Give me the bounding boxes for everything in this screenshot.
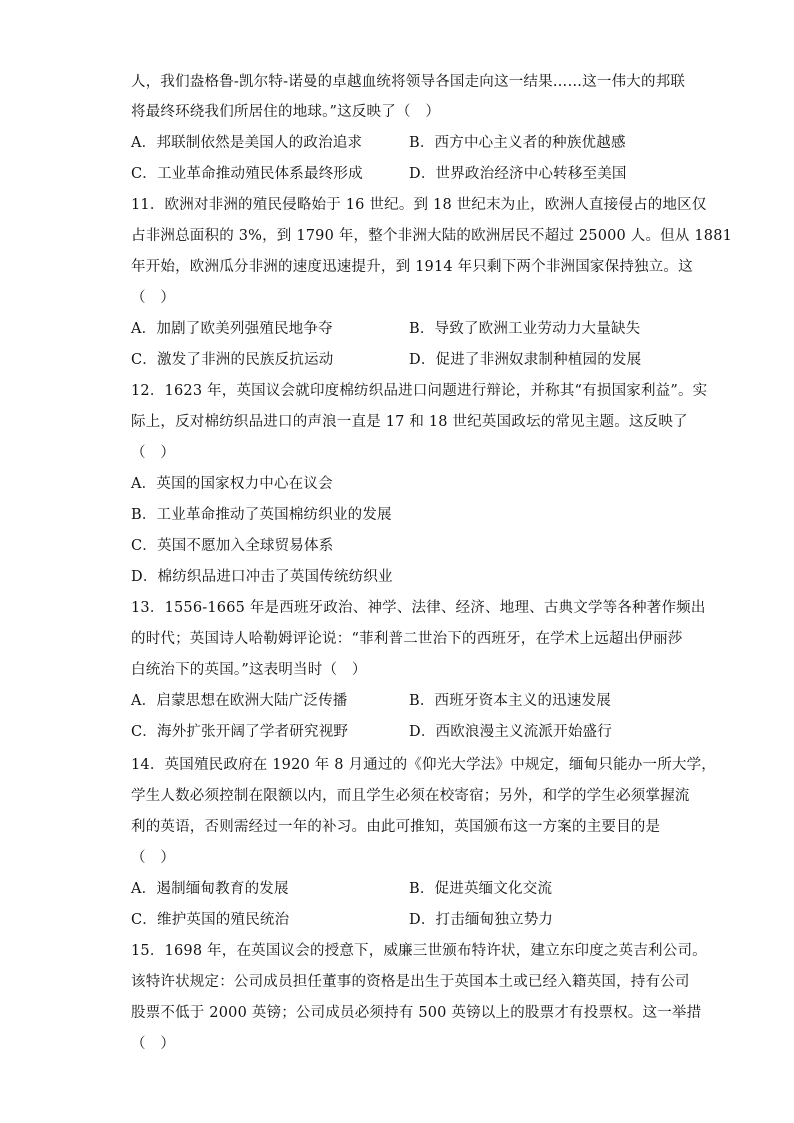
q11-text-line-3: 年开始，欧洲瓜分非洲的速度迅速提升，到 1914 年只剩下两个非洲国家保持独立。这	[131, 259, 693, 275]
q11-answer-blank: （ ）	[131, 290, 176, 306]
q10-option-a[interactable]: A．邦联制依然是美国人的政治追求	[131, 135, 363, 151]
q13-option-b[interactable]: B．西班牙资本主义的迅速发展	[409, 693, 611, 709]
q13-text-line-3: 白统治下的英国。”这表明当时（ ）	[131, 662, 367, 678]
q14-option-a[interactable]: A．遏制缅甸教育的发展	[131, 881, 289, 897]
q15-answer-blank: （ ）	[131, 1036, 176, 1052]
q14-answer-blank: （ ）	[131, 850, 176, 866]
q12-text-line-2: 际上，反对棉纺织品进口的声浪一直是 17 和 18 世纪英国政坛的常见主题。这反映了	[131, 414, 688, 430]
q14-text-line-1: 14．英国殖民政府在 1920 年 8 月通过的《仰光大学法》中规定，缅甸只能办一所大学，	[131, 757, 717, 773]
q12-option-c[interactable]: C．英国不愿加入全球贸易体系	[131, 538, 334, 554]
q13-option-d[interactable]: D．西欧浪漫主义流派开始盛行	[409, 724, 612, 740]
q10-option-b[interactable]: B．西方中心主义者的种族优越感	[409, 135, 626, 151]
q13-text-line-1: 13．1556-1665 年是西班牙政治、神学、法律、经济、地理、古典文学等各种著作频出	[131, 600, 706, 616]
q12-option-b[interactable]: B．工业革命推动了英国棉纺织业的发展	[131, 507, 392, 523]
q14-option-d[interactable]: D．打击缅甸独立势力	[409, 912, 554, 928]
q12-answer-blank: （ ）	[131, 445, 176, 461]
q14-text-line-2: 学生人数必须控制在限额以内，而且学生必须在校寄宿；另外，和学的学生必须掌握流	[131, 788, 690, 804]
q11-option-a[interactable]: A．加剧了欧美列强殖民地争夺	[131, 321, 333, 337]
q10-text-line-2: 将最终环绕我们所居住的地球。”这反映了（ ）	[131, 104, 441, 120]
q11-option-d[interactable]: D．促进了非洲奴隶制种植园的发展	[409, 352, 642, 368]
q12-option-d[interactable]: D．棉纺织品进口冲击了英国传统纺织业	[131, 569, 393, 585]
q13-option-c[interactable]: C．海外扩张开阔了学者研究视野	[131, 724, 349, 740]
q15-text-line-1: 15．1698 年，在英国议会的授意下，威廉三世颁布特许状，建立东印度之英吉利公司。	[131, 943, 707, 959]
q14-option-b[interactable]: B．促进英缅文化交流	[409, 881, 553, 897]
q12-option-a[interactable]: A．英国的国家权力中心在议会	[131, 476, 333, 492]
q14-option-c[interactable]: C．维护英国的殖民统治	[131, 912, 290, 928]
q10-text-line-1: 人，我们盎格鲁-凯尔特-诺曼的卓越血统将领导各国走向这一结果……这一伟大的邦联	[131, 74, 686, 90]
q11-option-b[interactable]: B．导致了欧洲工业劳动力大量缺失	[409, 321, 641, 337]
q15-text-line-3: 股票不低于 2000 英镑；公司成员必须持有 500 英镑以上的股票才有投票权。这一举措	[131, 1005, 702, 1021]
q13-text-line-2: 的时代；英国诗人哈勒姆评论说：“菲利普二世治下的西班牙，在学术上远超出伊丽莎	[131, 631, 683, 647]
q11-text-line-2: 占非洲总面积的 3%，到 1790 年，整个非洲大陆的欧洲居民不超过 25000 人。但从 1881	[131, 228, 733, 244]
q15-text-line-2: 该特许状规定：公司成员担任董事的资格是出生于英国本土或已经入籍英国，持有公司	[131, 974, 690, 990]
q12-text-line-1: 12．1623 年，英国议会就印度棉纺织品进口问题进行辩论，并称其“有损国家利益”。实	[131, 383, 708, 399]
q14-text-line-3: 利的英语，否则需经过一年的补习。由此可推知，英国颁布这一方案的主要目的是	[131, 819, 661, 835]
q13-option-a[interactable]: A．启蒙思想在欧洲大陆广泛传播	[131, 693, 348, 709]
q10-option-d[interactable]: D．世界政治经济中心转移至美国	[409, 166, 627, 182]
q11-option-c[interactable]: C．激发了非洲的民族反抗运动	[131, 352, 334, 368]
q11-text-line-1: 11．欧洲对非洲的殖民侵略始于 16 世纪。到 18 世纪末为止，欧洲人直接侵占的地区仅	[131, 197, 707, 213]
q10-option-c[interactable]: C．工业革命推动殖民体系最终形成	[131, 166, 363, 182]
